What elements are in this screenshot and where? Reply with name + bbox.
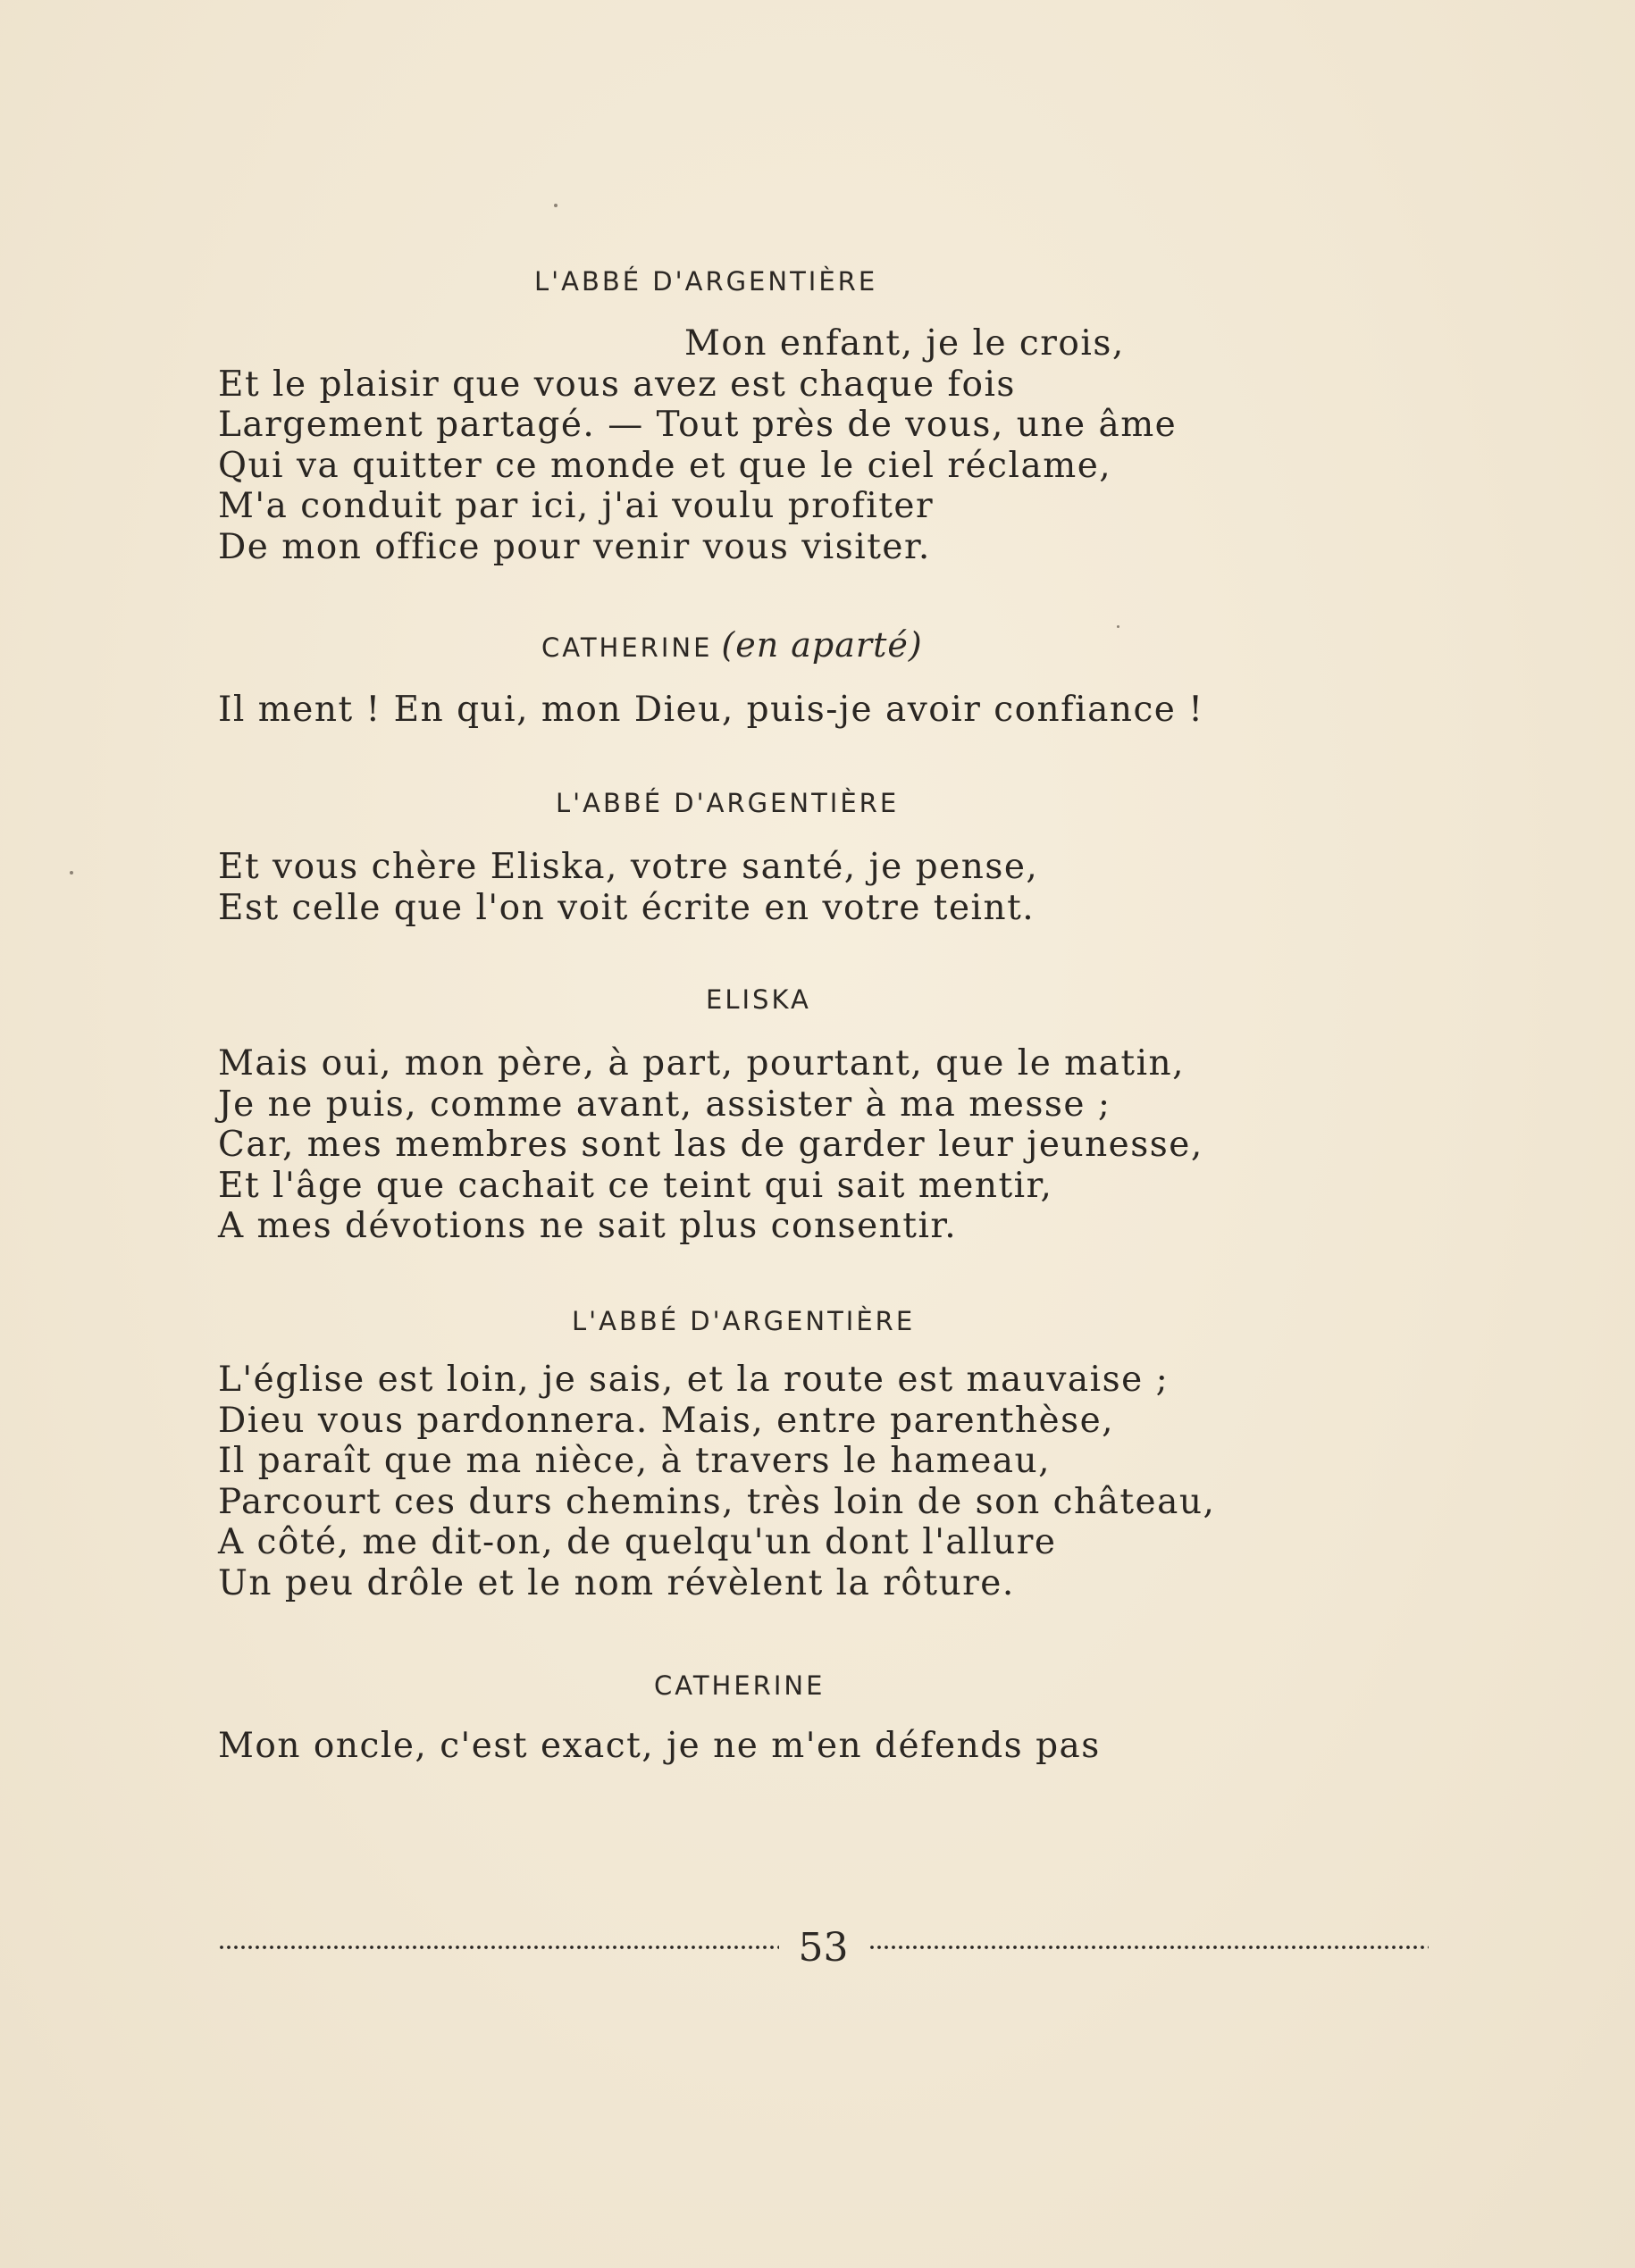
- verse-line: De mon office pour venir vous visiter.: [218, 526, 931, 567]
- dotted-leader-left: [218, 1944, 779, 1951]
- verse-line: Et vous chère Eliska, votre santé, je pense,: [218, 847, 1039, 887]
- verse-line: A côté, me dit-on, de quelqu'un dont l'allure: [218, 1522, 1057, 1562]
- verse-line: Est celle que l'on voit écrite en votre teint.: [218, 887, 1036, 928]
- speaker-heading: [654, 1670, 825, 1701]
- page-number: 53: [798, 1924, 849, 1971]
- speaker-heading: [572, 1306, 915, 1336]
- dotted-leader-right: [868, 1944, 1430, 1951]
- speaker-name: L'ABBÉ D'ARGENTIÈRE: [572, 1306, 916, 1336]
- verse-line: Largement partagé. — Tout près de vous, une âme: [218, 405, 1178, 445]
- speaker-name: L'ABBÉ D'ARGENTIÈRE: [534, 266, 878, 297]
- verse-block: [218, 323, 1177, 567]
- verse-line: Je ne puis, comme avant, assister à ma messe ;: [218, 1084, 1111, 1125]
- verse-line: Il ment ! En qui, mon Dieu, puis-je avoir confiance !: [218, 690, 1204, 730]
- verse-line: Mon oncle, c'est exact, je ne m'en défends pas: [218, 1726, 1101, 1766]
- verse-line: L'église est loin, je sais, et la route est mauvaise ;: [218, 1360, 1170, 1400]
- verse-line: Et l'âge que cachait ce teint qui sait mentir,: [218, 1165, 1053, 1206]
- speaker-heading: [541, 625, 923, 665]
- verse-line: Il paraît que ma nièce, à travers le hameau,: [218, 1441, 1052, 1481]
- verse-line: Et le plaisir que vous avez est chaque fois: [218, 364, 1016, 405]
- speaker-heading: [706, 984, 811, 1015]
- page-footer: [218, 1925, 1429, 1970]
- paper-speck: [554, 204, 558, 207]
- paper-speck: [70, 871, 73, 875]
- verse-block: [218, 1043, 1203, 1247]
- verse-line: Parcourt ces durs chemins, très loin de son château,: [218, 1481, 1216, 1522]
- verse-line: M'a conduit par ici, j'ai voulu profiter: [218, 486, 935, 526]
- verse-block: [218, 690, 1203, 731]
- speaker-name: ELISKA: [706, 984, 811, 1015]
- paper-speck: [1117, 625, 1119, 628]
- speaker-name: CATHERINE: [654, 1670, 826, 1701]
- verse-block: [218, 847, 1038, 928]
- verse-line: Un peu drôle et le nom révèlent la rôture.: [218, 1562, 1015, 1603]
- verse-line: Mais oui, mon père, à part, pourtant, que le matin,: [218, 1043, 1186, 1084]
- stage-direction: (en aparté): [721, 625, 923, 665]
- verse-block: [218, 1360, 1215, 1603]
- speaker-heading: [556, 788, 899, 818]
- verse-line: Mon enfant, je le crois,: [684, 323, 1125, 364]
- verse-line: Dieu vous pardonnera. Mais, entre parenthèse,: [218, 1400, 1115, 1441]
- verse-line: A mes dévotions ne sait plus consentir.: [218, 1206, 958, 1246]
- verse-line: Car, mes membres sont las de garder leur jeunesse,: [218, 1125, 1203, 1165]
- speaker-name: L'ABBÉ D'ARGENTIÈRE: [556, 788, 900, 818]
- speaker-name: CATHERINE: [541, 632, 713, 663]
- speaker-heading: [534, 266, 877, 297]
- verse-block: [218, 1726, 1101, 1767]
- verse-line: Qui va quitter ce monde et que le ciel réclame,: [218, 445, 1112, 486]
